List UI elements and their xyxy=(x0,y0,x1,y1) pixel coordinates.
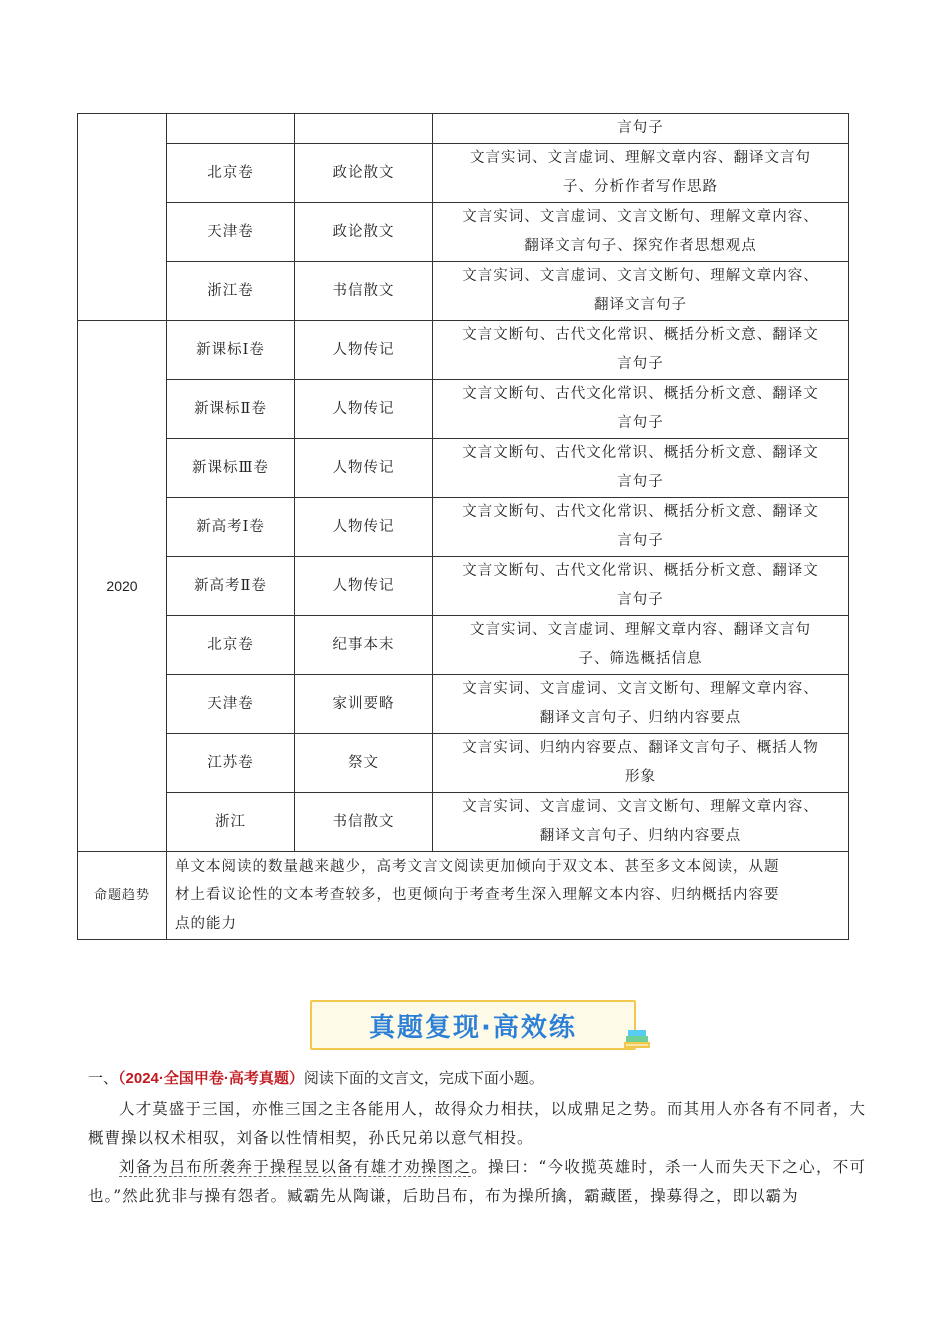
section-banner xyxy=(310,1000,636,1050)
question-instruction: 阅读下面的文言文，完成下面小题。 xyxy=(303,1069,544,1087)
paper-cell: 天津卷 xyxy=(167,675,295,734)
paper-cell: 天津卷 xyxy=(167,203,295,262)
trend-text: 单文本阅读的数量越来越少，高考文言文阅读更加倾向于双文本、甚至多文本阅读，从题 材上看议论性的文本考查较多，也更倾向于考查考生深入理解文本内容、归纳概括内容要 点的能力 xyxy=(167,852,849,940)
paper-cell: 新课标Ⅲ卷 xyxy=(167,439,295,498)
genre-cell: 书信散文 xyxy=(295,262,433,321)
content-cell: 言句子 xyxy=(433,114,849,144)
content-cell: 文言实词、文言虚词、文言文断句、理解文章内容、 翻译文言句子、探究作者思想观点 xyxy=(433,203,849,262)
genre-cell: 祭文 xyxy=(295,734,433,793)
table-row xyxy=(78,498,849,557)
paper-cell: 北京卷 xyxy=(167,144,295,203)
genre-cell: 人物传记 xyxy=(295,498,433,557)
year-cell-2020: 2020 xyxy=(78,321,167,852)
table-row xyxy=(78,616,849,675)
exam-analysis-table xyxy=(77,113,849,940)
paper-cell: 新高考Ⅱ卷 xyxy=(167,557,295,616)
trend-row xyxy=(78,852,849,940)
table-row xyxy=(78,262,849,321)
content-cell: 文言文断句、古代文化常识、概括分析文意、翻译文 言句子 xyxy=(433,557,849,616)
table-row xyxy=(78,321,849,380)
paper-cell: 江苏卷 xyxy=(167,734,295,793)
table-row xyxy=(78,734,849,793)
genre-cell: 家训要略 xyxy=(295,675,433,734)
paper-cell: 北京卷 xyxy=(167,616,295,675)
content-cell: 文言文断句、古代文化常识、概括分析文意、翻译文 言句子 xyxy=(433,439,849,498)
content-cell: 文言实词、文言虚词、文言文断句、理解文章内容、 翻译文言句子、归纳内容要点 xyxy=(433,793,849,852)
genre-cell: 书信散文 xyxy=(295,793,433,852)
table-row xyxy=(78,675,849,734)
content-cell: 文言实词、文言虚词、文言文断句、理解文章内容、 翻译文言句子、归纳内容要点 xyxy=(433,675,849,734)
content-cell: 文言实词、文言虚词、文言文断句、理解文章内容、 翻译文言句子 xyxy=(433,262,849,321)
table-row xyxy=(78,380,849,439)
table-row xyxy=(78,203,849,262)
genre-cell: 纪事本末 xyxy=(295,616,433,675)
underlined-sentence: 刘备为吕布所袭奔于操程昱以备有雄才劝操图之 xyxy=(119,1158,472,1176)
content-cell: 文言文断句、古代文化常识、概括分析文意、翻译文 言句子 xyxy=(433,321,849,380)
content-cell: 文言实词、文言虚词、理解文章内容、翻译文言句 子、分析作者写作思路 xyxy=(433,144,849,203)
passage-paragraph-1: 人才莫盛于三国，亦惟三国之主各能用人，故得众力相扶，以成鼎足之势。而其用人亦各有不同者，大概曹操以权术相驭，刘备以性情相契，孙氏兄弟以意气相投。 xyxy=(88,1100,866,1147)
paper-cell: 新高考Ⅰ卷 xyxy=(167,498,295,557)
genre-cell: 人物传记 xyxy=(295,321,433,380)
banner-title: 真题复现·高效练 xyxy=(369,1012,577,1043)
year-cell-2019 xyxy=(78,114,167,321)
genre-cell: 政论散文 xyxy=(295,203,433,262)
content-cell: 文言实词、归纳内容要点、翻译文言句子、概括人物 形象 xyxy=(433,734,849,793)
question-number: 一、 xyxy=(88,1069,119,1087)
paper-cell: 浙江 xyxy=(167,793,295,852)
trend-label: 命题趋势 xyxy=(78,852,167,940)
table-row xyxy=(78,114,849,144)
table-row xyxy=(78,557,849,616)
content-cell: 文言实词、文言虚词、理解文章内容、翻译文言句 子、筛选概括信息 xyxy=(433,616,849,675)
genre-cell: 政论散文 xyxy=(295,144,433,203)
paper-cell: 新课标Ⅱ卷 xyxy=(167,380,295,439)
table-row xyxy=(78,439,849,498)
genre-cell: 人物传记 xyxy=(295,557,433,616)
paper-cell: 新课标Ⅰ卷 xyxy=(167,321,295,380)
genre-cell: 人物传记 xyxy=(295,380,433,439)
question-source: （2024·全国甲卷·高考真题） xyxy=(118,1070,304,1087)
passage-paragraph-2: 刘备为吕布所袭奔于操程昱以备有雄才劝操图之。操曰：“今收揽英雄时，杀一人而失天下之心，不可也。”然此犹非与操有怨者。臧霸先从陶谦，后助吕布，布为操所擒，霸藏匿，操募得之，即以霸为 xyxy=(88,1158,866,1205)
genre-cell: 人物传记 xyxy=(295,439,433,498)
paper-cell: 浙江卷 xyxy=(167,262,295,321)
content-cell: 文言文断句、古代文化常识、概括分析文意、翻译文 言句子 xyxy=(433,380,849,439)
table-row xyxy=(78,793,849,852)
table-row xyxy=(78,144,849,203)
question-heading xyxy=(88,1066,544,1091)
books-icon xyxy=(622,1028,652,1050)
content-cell: 文言文断句、古代文化常识、概括分析文意、翻译文 言句子 xyxy=(433,498,849,557)
